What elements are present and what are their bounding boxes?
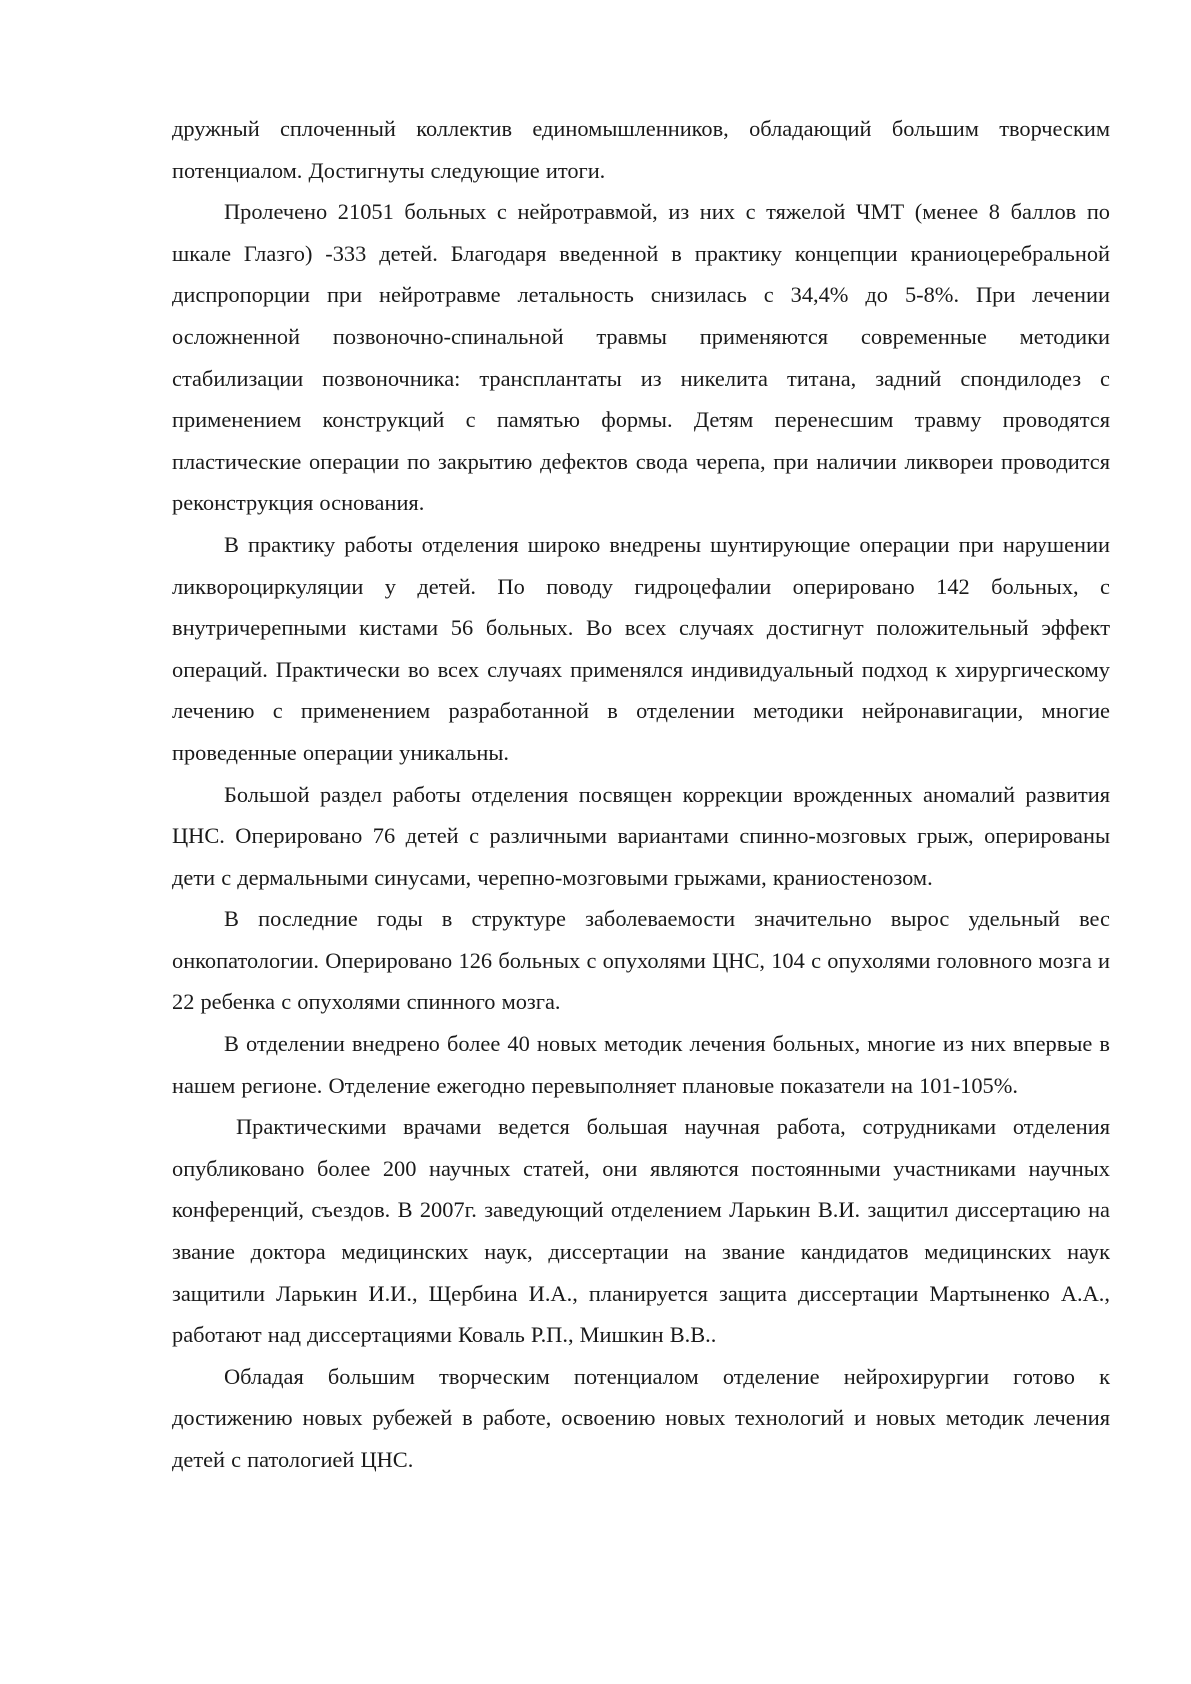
paragraph-conclusion: Обладая большим творческим потенциалом отделение нейрохирургии готово к достижению новых рубежей в работе, освоению новых технологий и новых методик лечения детей с патологией ЦНС. <box>172 1363 1110 1472</box>
paragraph-shunting: В практику работы отделения широко внедрены шунтирующие операции при нарушении ликвороциркуляции у детей. По поводу гидроцефалии оперировано 142 больных, с внутричерепными кистами 56 больных. Во всех случаях достигнут положительный эффект операций. Практически во всех случаях применялся индивидуальный подход к хирургическому лечению с применением разработанной в отделении методики нейронавигации, многие проведенные операции уникальны. <box>172 531 1110 765</box>
paragraph-research: Практическими врачами ведется большая научная работа, сотрудниками отделения опубликовано более 200 научных статей, они являются постоянными участниками научных конференций, съездов. В 2007г. заведующий отделением Ларькин В.И. защитил диссертацию на звание доктора медицинских наук, диссертации на звание кандидатов медицинских наук защитили Ларькин И.И., Щербина И.А., планируется защита диссертации Мартыненко А.А., работают над диссертациями Коваль Р.П., Мишкин В.В.. <box>172 1114 1110 1348</box>
paragraph-neurotrauma: Пролечено 21051 больных с нейротравмой, из них с тяжелой ЧМТ (менее 8 баллов по шкале Глазго) -333 детей. Благодаря введенной в практику концепции краниоцеребральной диспропорции при нейротравме летальность снизилась с 34,4% до 5-8%. При лечении осложненной позвоночно-спинальной травмы применяются современные методики стабилизации позвоночника: трансплантаты из никелита титана, задний спондилодез с применением конструкций с памятью формы. Детям перенесшим травму проводятся пластические операции по закрытию дефектов свода черепа, при наличии ликвореи проводится реконструкция основания. <box>172 199 1110 516</box>
document-page <box>172 108 1110 1481</box>
paragraph-anomalies: Большой раздел работы отделения посвящен коррекции врожденных аномалий развития ЦНС. Оперировано 76 детей с различными вариантами спинно-мозговых грыж, оперированы дети с дермальными синусами, черепно-мозговыми грыжами, краниостенозом. <box>172 781 1110 890</box>
paragraph-new-methods: В отделении внедрено более 40 новых методик лечения больных, многие из них впервые в нашем регионе. Отделение ежегодно перевыполняет плановые показатели на 101-105%. <box>172 1031 1110 1098</box>
paragraph-continuation: дружный сплоченный коллектив единомышленников, обладающий большим творческим потенциалом. Достигнуты следующие итоги. <box>172 116 1110 183</box>
paragraph-oncopathology: В последние годы в структуре заболеваемости значительно вырос удельный вес онкопатологии. Оперировано 126 больных с опухолями ЦНС, 104 с опухолями головного мозга и 22 ребенка с опухолями спинного мозга. <box>172 906 1110 1015</box>
